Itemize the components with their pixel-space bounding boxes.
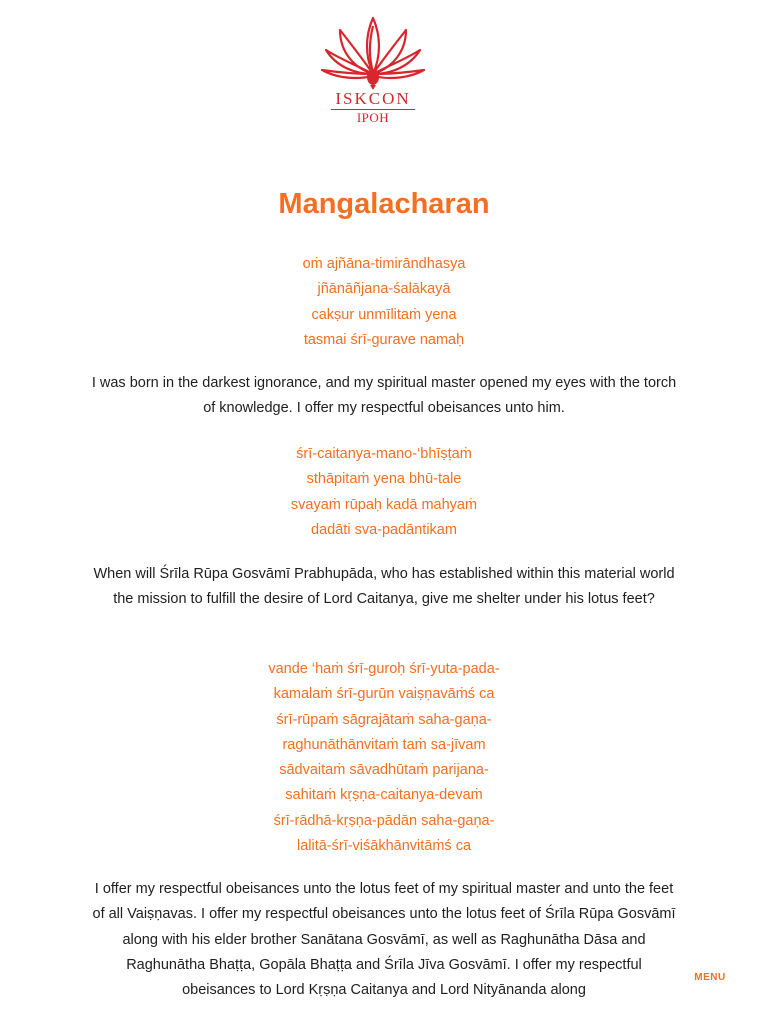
page-title: Mangalacharan	[278, 188, 490, 220]
verse-line: jñānāñjana-śalākayā	[317, 281, 451, 298]
verse-line: lalitā-śrī-viśākhānvitāṁś ca	[296, 838, 472, 855]
verse-line: svayaṁ rūpaḥ kadā mahyaṁ	[290, 496, 478, 513]
verse-line: śrī-rādhā-kṛṣṇa-pādān saha-gaṇa-	[273, 812, 495, 829]
lotus-icon	[318, 14, 428, 90]
verse-line: kamalaṁ śrī-gurūn vaiṣṇavāṁś ca	[273, 686, 495, 703]
verse-3	[0, 657, 768, 859]
verse-line: raghunāthānvitaṁ taṁ sa-jīvam	[282, 736, 486, 753]
menu-button[interactable]: MENU	[694, 972, 726, 983]
verse-line: sādvaitaṁ sāvadhūtaṁ parijana-	[279, 762, 489, 779]
logo-city-name: IPOH	[356, 110, 390, 125]
verse-line: śrī-rūpaṁ sāgrajātaṁ saha-gaṇa-	[276, 711, 492, 728]
verse-line: oṁ ajñāna-timirāndhasya	[302, 256, 466, 272]
translation-3: I offer my respectful obeisances unto the lotus feet of my spiritual master and unto the feet of all Vaiṣṇavas. I offer my respectful obeisances unto the lotus feet of Śrīla Rūpa Gosvāmī along with his elder brother Sanātana Gosvāmī, as well as Raghunātha Dāsa and Raghunātha Bhaṭṭa, Gopāla Bhaṭṭa and Śrīla Jīva Gosvāmī. I offer my respectful obeisances to Lord Kṛṣṇa Caitanya and Lord Nityānanda along	[92, 881, 676, 999]
verse-line: vande ‘haṁ śrī-guroḥ śrī-yuta-pada-	[268, 661, 500, 677]
verse-line: śrī-caitanya-mano-‘bhīṣṭaṁ	[296, 446, 472, 462]
translation-1: I was born in the darkest ignorance, and my spiritual master opened my eyes with the torch of knowledge. I offer my respectful obeisances unto him.	[91, 375, 677, 417]
verse-line: dadāti sva-padāntikam	[311, 521, 457, 538]
verse-1	[0, 252, 768, 353]
verse-line: cakṣur unmīlitaṁ yena	[311, 306, 457, 323]
verse-line: sahitaṁ kṛṣṇa-caitanya-devaṁ	[285, 787, 483, 804]
logo-org-name: ISKCON	[331, 90, 414, 110]
iskcon-logo[interactable]	[318, 14, 428, 126]
verse-2	[0, 442, 768, 543]
translation-2: When will Śrīla Rūpa Gosvāmī Prabhupāda, who has established within this material world the mission to fulfill the desire of Lord Caitanya, give me shelter under his lotus feet?	[93, 566, 675, 608]
verse-line: tasmai śrī-gurave namaḥ	[303, 331, 465, 348]
verse-line: sthāpitaṁ yena bhū-tale	[306, 471, 462, 488]
